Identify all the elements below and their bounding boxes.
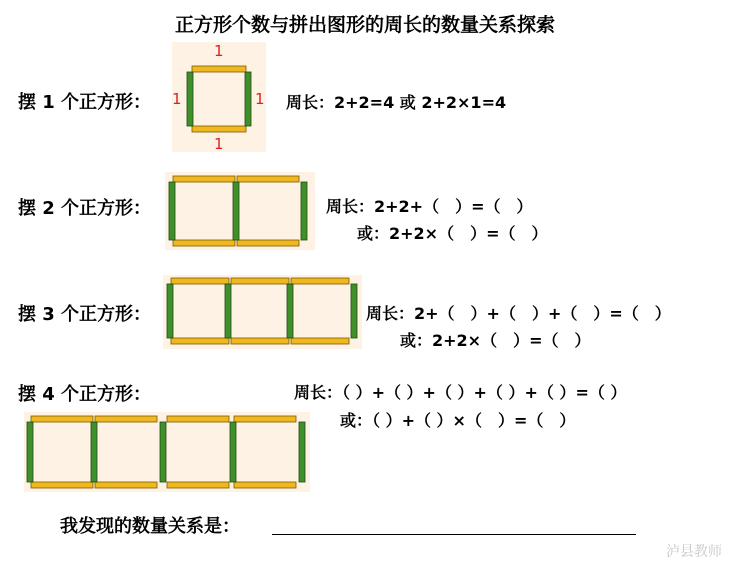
row-4-formula-alt: 或：（ ）+（ ）×（ ）=（ ） [340,411,576,430]
side-label-top: 1 [214,42,224,60]
side-label-right: 1 [255,90,265,108]
watermark: 泸县教师 [666,544,722,560]
page-title: 正方形个数与拼出图形的周长的数量关系探索 [174,14,555,36]
row-4-formula: 周长：（ ）+（ ）+（ ）+（ ）+（ ）=（ ） [294,383,627,402]
row-3-formula: 周长：2+（ ）+（ ）+（ ）=（ ） [366,304,671,323]
answer-line[interactable] [272,534,636,535]
row-2-formula: 周长：2+2+（ ）=（ ） [326,197,533,216]
row-2-formula-alt: 或：2+2×（ ）=（ ） [357,224,548,243]
figure-4-squares [24,412,310,492]
side-label-left: 1 [172,90,182,108]
figure-2-squares [165,172,315,250]
conclusion-label: 我发现的数量关系是： [60,516,240,537]
row-1-formula: 周长：2+2=4 或 2+2×1=4 [286,93,507,112]
side-label-bottom: 1 [214,135,224,153]
row-4-label: 摆 4 个正方形： [18,384,152,405]
row-3-formula-alt: 或：2+2×（ ）=（ ） [400,331,591,350]
figure-3-squares [163,275,362,349]
row-2-label: 摆 2 个正方形： [18,198,152,219]
row-3-label: 摆 3 个正方形： [18,304,152,325]
row-1-label: 摆 1 个正方形： [18,92,152,113]
